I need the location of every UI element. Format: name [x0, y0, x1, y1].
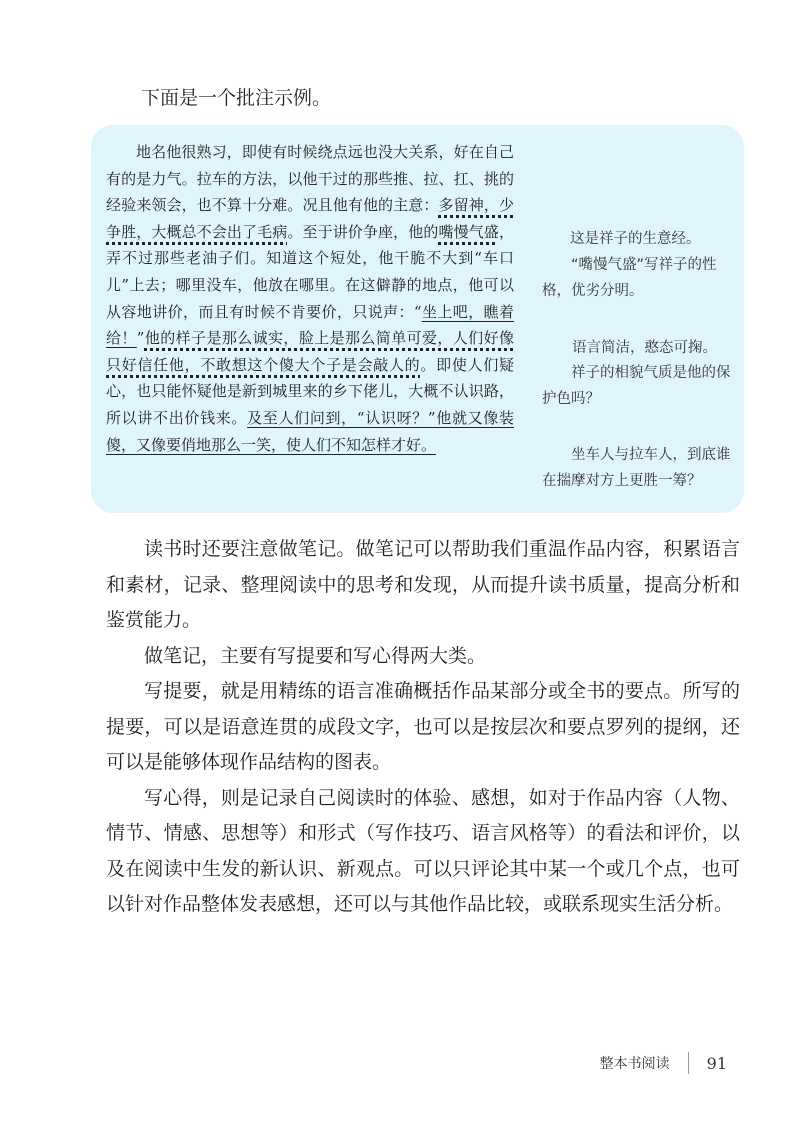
footer-section-title: 整本书阅读 [599, 1056, 670, 1072]
page-number: 91 [706, 1053, 727, 1073]
paragraph: 读书时还要注意做笔记。做笔记可以帮助我们重温作品内容，积累语言和素材，记录、整理阅读中的思考和发现，从而提升读书质量，提高分析和鉴赏能力。 [106, 538, 740, 631]
annotation-note: 祥子的相貌气质是他的保护色吗？ [542, 365, 731, 407]
passage-text: 。即使人们疑心，也只能怀疑他是新到城里来的乡下佬儿，大概不认识路，所以讲不出价钱来。 [106, 355, 514, 427]
dotted-highlight: 他的样子是那么诚实，脸上是那么简单可爱，人们好像只好信任他，不敢想这个傻大个子是会敲人的 [106, 329, 514, 374]
passage-text: ” [136, 329, 145, 348]
page-footer [600, 1052, 727, 1074]
body-text [106, 532, 740, 923]
paragraph: 写心得，则是记录自己阅读时的体验、感想，如对于作品内容（人物、情节、情感、思想等）和形式（写作技巧、语言风格等）的看法和评价，以及在阅读中生发的新认识、新观点。可以只评论其中某一个或几个点，也可以针对作品整体发表感想，还可以与其他作品比较，或联系现实生活分析。 [106, 786, 740, 915]
annotation-note: “嘴慢气盛”写祥子的性格，优劣分明。 [542, 257, 717, 299]
footer-divider [688, 1052, 689, 1074]
dotted-highlight: 嘴慢气盛 [438, 222, 499, 241]
paragraph: 做笔记，主要有写提要和写心得两大类。 [144, 644, 487, 667]
annotated-passage [106, 139, 514, 458]
annotation-note: 坐车人与拉车人，到底谁在揣摩对方上更胜一筹？ [542, 447, 731, 489]
underlined-highlight: 及至人们问到，“认识呀？”他就又像装傻，又像要俏地那么一笑，使人们不知怎样才好。 [106, 408, 514, 454]
paragraph: 写提要，就是用精练的语言准确概括作品某部分或全书的要点。所写的提要，可以是语意连贯的成段文字，也可以是按层次和要点罗列的提纲，还可以是能够体现作品结构的图表。 [106, 680, 740, 773]
annotation-note: 语言简洁，憨态可掬。 [572, 340, 717, 356]
dotted-highlight: 多留神，少争胜，大概总不会出了毛病 [106, 196, 514, 241]
passage-text: ，弄不过那些老油子们。知道这个短处，他干脆不大到“车口儿”上去；哪里没车，他放在哪里。在这僻静的地点，他可以从容地讲价，而且有时候不肯要价，只说声：“ [106, 222, 514, 321]
annotation-note: 这是祥子的生意经。 [570, 231, 701, 247]
passage-text: 地名他很熟习，即使有时候绕点远也没大关系，好在自己有的是力气。拉车的方法，以他干过的那些推、拉、扛、挑的经验来领会，也不算十分难。况且他有他的主意： [106, 143, 514, 215]
intro-text: 下面是一个批注示例。 [141, 87, 332, 109]
passage-text: 。至于讲价争座，他的 [287, 222, 439, 241]
underlined-highlight: 坐上吧，瞧着给！ [106, 302, 514, 348]
